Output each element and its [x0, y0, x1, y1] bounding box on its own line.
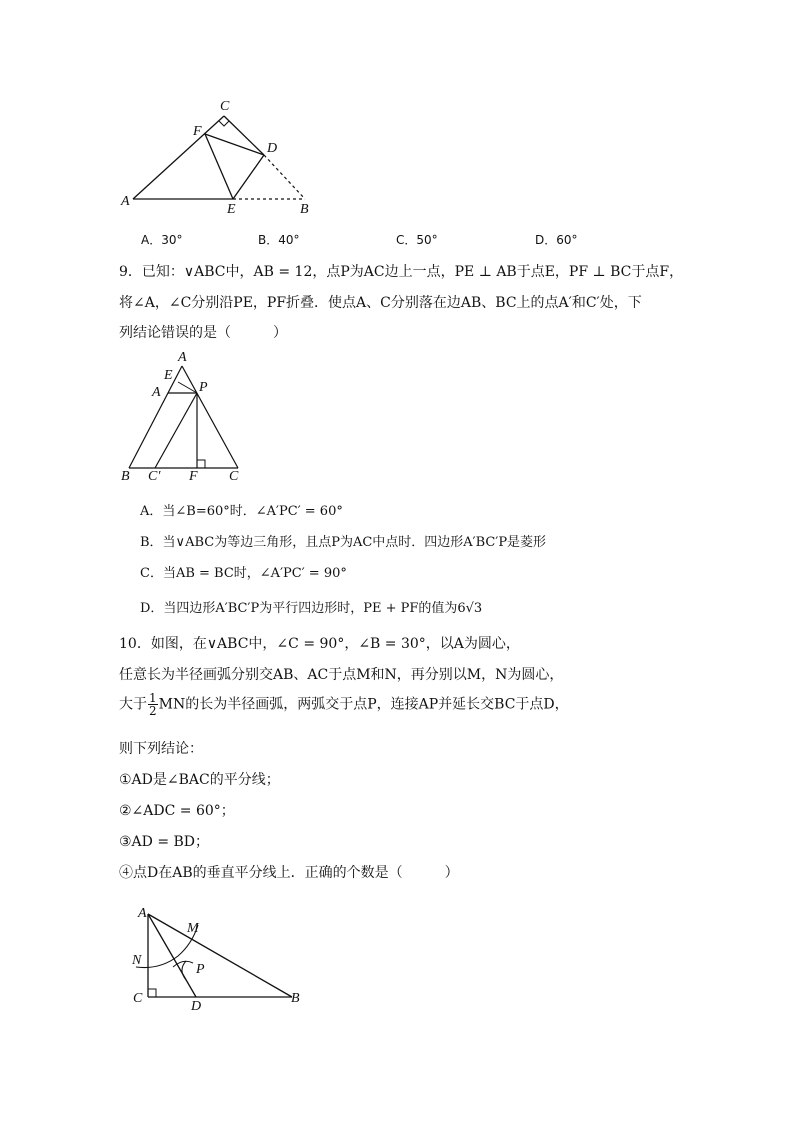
q10-item-3: ③AD = BD；: [119, 834, 210, 850]
q8-option-c: C．50°: [396, 233, 438, 247]
q10-line-3-pre: 大于: [119, 696, 147, 713]
q9-line-3: 列结论错误的是（ ）: [119, 325, 287, 341]
q9-option-a: A．当∠B=60°时．∠A′PC′ = 60°: [140, 504, 343, 519]
q9-label-c: C: [229, 469, 239, 484]
q9-line-2: 将∠A，∠C分别沿PE，PF折叠．使点A、C分别落在边AB、BC上的点A′和C′处，下: [119, 295, 642, 311]
q9-option-b: B．当∨ABC为等边三角形，且点P为AC中点时．四边形A′BC′P是菱形: [140, 535, 547, 550]
label-a: A: [121, 194, 130, 209]
q10-label-p: P: [196, 962, 205, 977]
q9-label-b: B: [121, 469, 130, 484]
q9-option-d: D．当四边形A′BC′P为平行四边形时，PE + PF的值为6√3: [140, 601, 483, 616]
q9-label-e: E: [164, 368, 173, 383]
label-c: C: [220, 99, 230, 114]
q9-label-a: A: [178, 350, 187, 365]
q10-line-4: 则下列结论：: [119, 741, 203, 757]
fraction-denominator: 2: [149, 704, 157, 718]
q10-label-a: A: [138, 906, 147, 921]
label-e: E: [227, 202, 236, 217]
q10-item-1: ①AD是∠BAC的平分线；: [119, 772, 280, 788]
label-d: D: [267, 141, 278, 156]
fraction-numerator: 1: [149, 691, 157, 705]
q9-label-a-prime: A: [152, 385, 161, 400]
q9-label-c-prime: C′: [148, 469, 161, 484]
q10-item-4: ④点D在AB的垂直平分线上．正确的个数是（ ）: [119, 865, 459, 881]
q8-option-d: D．60°: [535, 233, 578, 247]
label-f: F: [193, 124, 202, 139]
q8-option-b: B．40°: [258, 233, 300, 247]
q10-item-2: ②∠ADC = 60°；: [119, 803, 235, 819]
q10-label-n: N: [132, 953, 142, 968]
q9-option-c: C．当AB = BC时，∠A′PC′ = 90°: [140, 566, 347, 581]
q10-label-d: D: [191, 999, 202, 1014]
q10-label-b: B: [291, 991, 300, 1006]
q9-label-p: P: [199, 380, 208, 395]
q10-line-2: 任意长为半径画弧分别交AB、AC于点M和N，再分别以M，N为圆心，: [119, 667, 564, 683]
q9-line-1: 9．已知：∨ABC中，AB = 12，点P为AC边上一点，PE ⊥ AB于点E，PF ⊥ BC于点F，: [119, 264, 684, 280]
q9-label-f: F: [189, 469, 198, 484]
q10-line-3-post: MN的长为半径画弧，两弧交于点P，连接AP并延长交BC于点D，: [158, 696, 569, 713]
q10-line-1: 10．如图，在∨ABC中，∠C = 90°，∠B = 30°，以A为圆心，: [119, 636, 520, 652]
q10-label-c: C: [133, 991, 143, 1006]
q8-option-a: A．30°: [141, 233, 183, 247]
q10-label-m: M: [187, 921, 199, 936]
label-b: B: [300, 202, 309, 217]
